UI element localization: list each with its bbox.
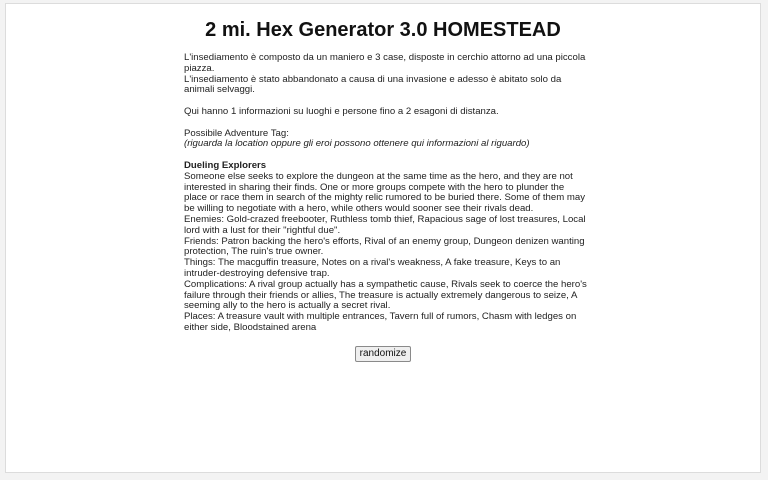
spacer bbox=[184, 118, 588, 129]
settlement-info: Qui hanno 1 informazioni su luoghi e persone fino a 2 esagoni di distanza. bbox=[184, 105, 499, 117]
settlement-status: L'insediamento è stato abbandonato a causa di una invasione e adesso è abitato solo da animali selvaggi. bbox=[184, 73, 562, 96]
adventure-tag-name: Dueling Explorers bbox=[184, 159, 267, 171]
adventure-tag-note: (riguarda la location oppure gli eroi possono ottenere qui informazioni al riguardo) bbox=[184, 138, 530, 150]
generator-output bbox=[184, 53, 588, 334]
page-title: 2 mi. Hex Generator 3.0 HOMESTEAD bbox=[205, 19, 561, 41]
adventure-tag-places: Places: A treasure vault with multiple entrances, Tavern full of rumors, Chasm with ledges on either side, Bloodstained arena bbox=[184, 311, 577, 333]
settlement-composition: L'insediamento è composto da un maniero e 3 case, disposte in cerchio attorno ad una piccola piazza. bbox=[184, 52, 586, 74]
adventure-tag-things: Things: The macguffin treasure, Notes on a rival's weakness, A fake treasure, Keys to an intruder-destroying defensive trap. bbox=[184, 257, 561, 279]
page-container bbox=[5, 3, 761, 473]
randomize-button[interactable]: randomize bbox=[355, 346, 412, 362]
adventure-tag-label: Possibile Adventure Tag: bbox=[184, 127, 289, 139]
adventure-tag-complications: Complications: A rival group actually has a sympathetic cause, Rivals seek to coerce the hero's failure through their friends or allies, The treasure is actually extremely dangerous to seize, A seeming ally to the hero is actually a secret rival. bbox=[184, 278, 587, 312]
actions-bar bbox=[6, 343, 760, 362]
adventure-tag-friends: Friends: Patron backing the hero's efforts, Rival of an enemy group, Dungeon denizen wanting protection, The ruin's true owner. bbox=[184, 235, 585, 258]
adventure-tag-enemies: Enemies: Gold-crazed freebooter, Ruthless tomb thief, Rapacious sage of lost treasures, Local lord with a lust for their "rightful due". bbox=[184, 213, 586, 236]
adventure-tag-description: Someone else seeks to explore the dungeon at the same time as the hero, and they are not interested in sharing their finds. One or more groups compete with the hero to plunder the place or race them in search of the mighty relic rumored to be buried there. Some of them may be willing to negotiate with a hero, while others would sooner see their rivals dead. bbox=[184, 170, 585, 215]
